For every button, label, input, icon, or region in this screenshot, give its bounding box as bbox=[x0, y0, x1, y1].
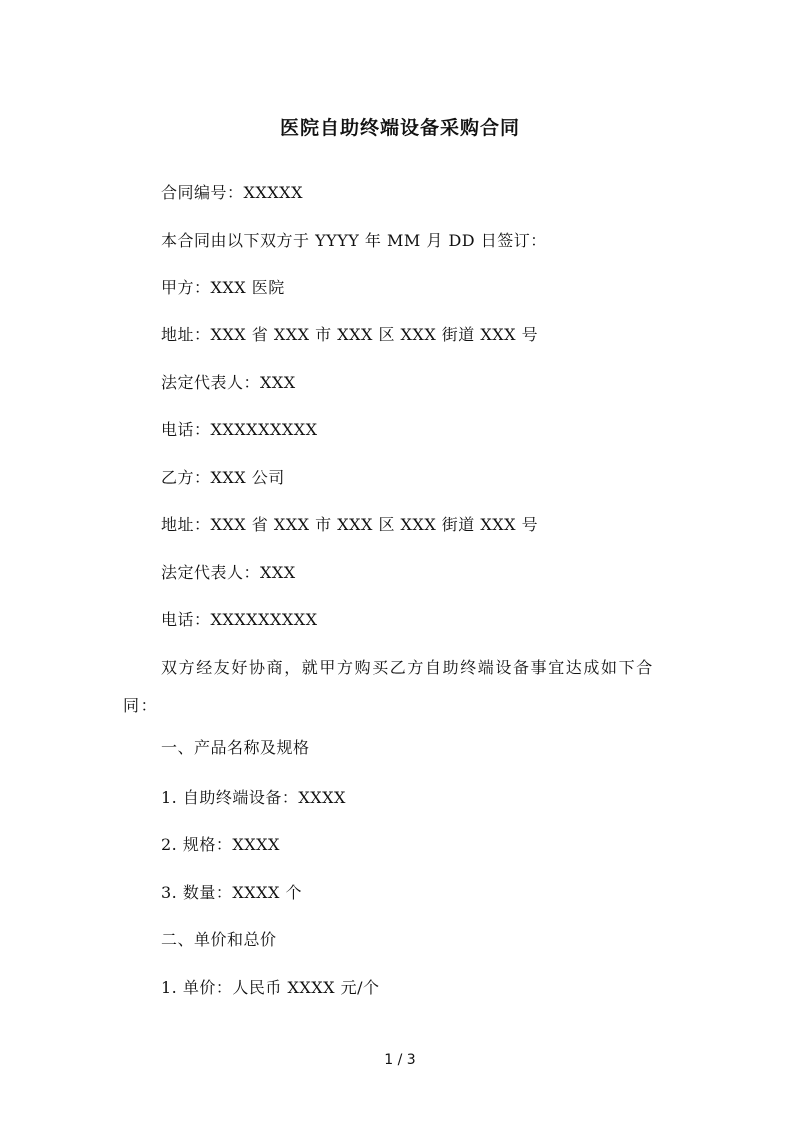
party-b-phone: 电话：XXXXXXXXX bbox=[161, 610, 318, 629]
party-a-name: 甲方：XXX 医院 bbox=[161, 278, 285, 297]
document-title: 医院自助终端设备采购合同 bbox=[279, 117, 520, 139]
product-item-spec: 2. 规格：XXXX bbox=[161, 835, 280, 854]
section-heading-price: 二、单价和总价 bbox=[161, 930, 277, 949]
party-b-representative: 法定代表人：XXX bbox=[161, 563, 296, 582]
party-a-representative: 法定代表人：XXX bbox=[161, 373, 296, 392]
signing-date-line: 本合同由以下双方于 YYYY 年 MM 月 DD 日签订： bbox=[161, 231, 547, 250]
party-a-address: 地址：XXX 省 XXX 市 XXX 区 XXX 街道 XXX 号 bbox=[161, 325, 539, 344]
party-a-phone: 电话：XXXXXXXXX bbox=[161, 420, 318, 439]
party-b-address: 地址：XXX 省 XXX 市 XXX 区 XXX 街道 XXX 号 bbox=[161, 515, 539, 534]
page-indicator: 1 / 3 bbox=[384, 1052, 416, 1068]
agreement-paragraph: 双方经友好协商，就甲方购买乙方自助终端设备事宜达成如下合同： bbox=[123, 658, 654, 715]
price-item-unit: 1. 单价：人民币 XXXX 元/个 bbox=[161, 978, 380, 997]
party-b-name: 乙方：XXX 公司 bbox=[161, 468, 285, 487]
product-item-quantity: 3. 数量：XXXX 个 bbox=[161, 883, 303, 902]
contract-number: 合同编号：XXXXX bbox=[161, 183, 303, 202]
product-item-device: 1. 自助终端设备：XXXX bbox=[161, 788, 346, 807]
section-heading-product: 一、产品名称及规格 bbox=[161, 738, 310, 757]
